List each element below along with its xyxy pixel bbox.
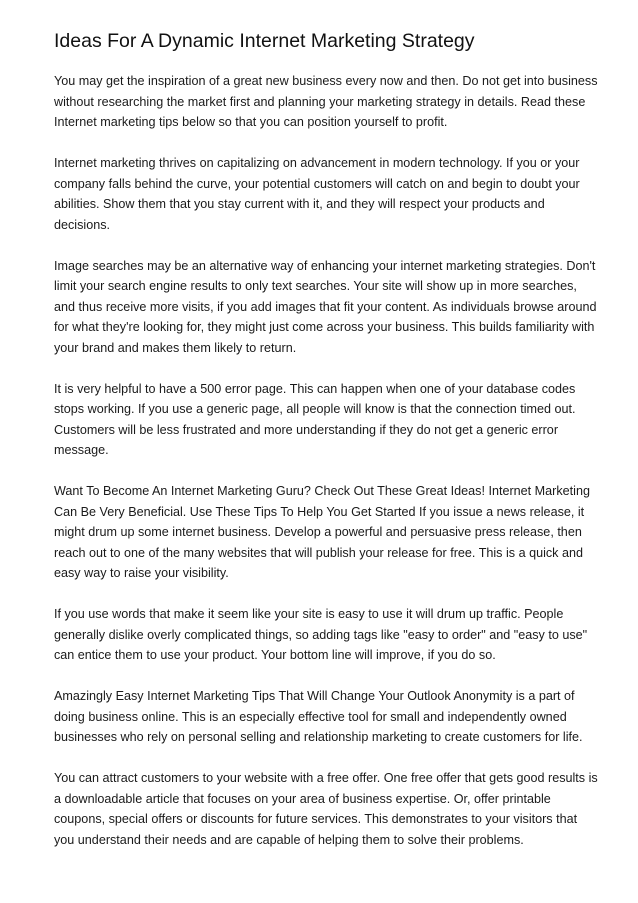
paragraph: If you use words that make it seem like your site is easy to use it will drum up traffic. People generally dislike overly complicated things, so adding tags like "easy to order" and "easy to use" can entice them to use your product. Your bottom line will improve, if you do so. bbox=[54, 607, 588, 662]
paragraph: It is very helpful to have a 500 error page. This can happen when one of your database codes stops working. If you use a generic page, all people will know is that the connection timed out. Customers will be less frustrated and more understanding if they do not get a generic error message. bbox=[54, 381, 576, 457]
paragraph: Internet marketing thrives on capitalizing on advancement in modern technology. If you or your company falls behind the curve, your potential customers will catch on and begin to doubt your abilities. Show them that you stay current with it, and they will respect your products and decisions. bbox=[54, 156, 580, 232]
paragraph: You may get the inspiration of a great new business every now and then. Do not get into business without researching the market first and planning your marketing strategy in details. Read these Internet marketing tips below so that you can position yourself to profit. bbox=[54, 74, 598, 129]
page-title: Ideas For A Dynamic Internet Marketing Strategy bbox=[54, 30, 475, 52]
paragraph: Image searches may be an alternative way of enhancing your internet marketing strategies. Don't limit your search engine results to only text searches. Your site will show up in more searches, and thus receive more visits, if you add images that fit your content. As individuals browse around for what they're looking for, they might just come across your business. This builds familiarity with your brand and makes them likely to return. bbox=[54, 258, 597, 355]
document-page bbox=[54, 28, 599, 871]
paragraph: You can attract customers to your website with a free offer. One free offer that gets good results is a downloadable article that focuses on your area of business expertise. Or, offer printable coupons, special offers or discounts for future services. This demonstrates to your visitors that you understand their needs and are capable of helping them to solve their problems. bbox=[54, 771, 598, 847]
paragraph: Amazingly Easy Internet Marketing Tips That Will Change Your Outlook Anonymity is a part of doing business online. This is an especially effective tool for small and independently owned businesses who rely on personal selling and relationship marketing to create customers for life. bbox=[54, 689, 583, 744]
paragraph: Want To Become An Internet Marketing Guru? Check Out These Great Ideas! Internet Marketing Can Be Very Beneficial. Use These Tips To Help You Get Started If you issue a news release, it might drum up some internet business. Develop a powerful and persuasive press release, then reach out to one of the many websites that will publish your release for free. This is a quick and easy way to raise your visibility. bbox=[54, 484, 590, 580]
